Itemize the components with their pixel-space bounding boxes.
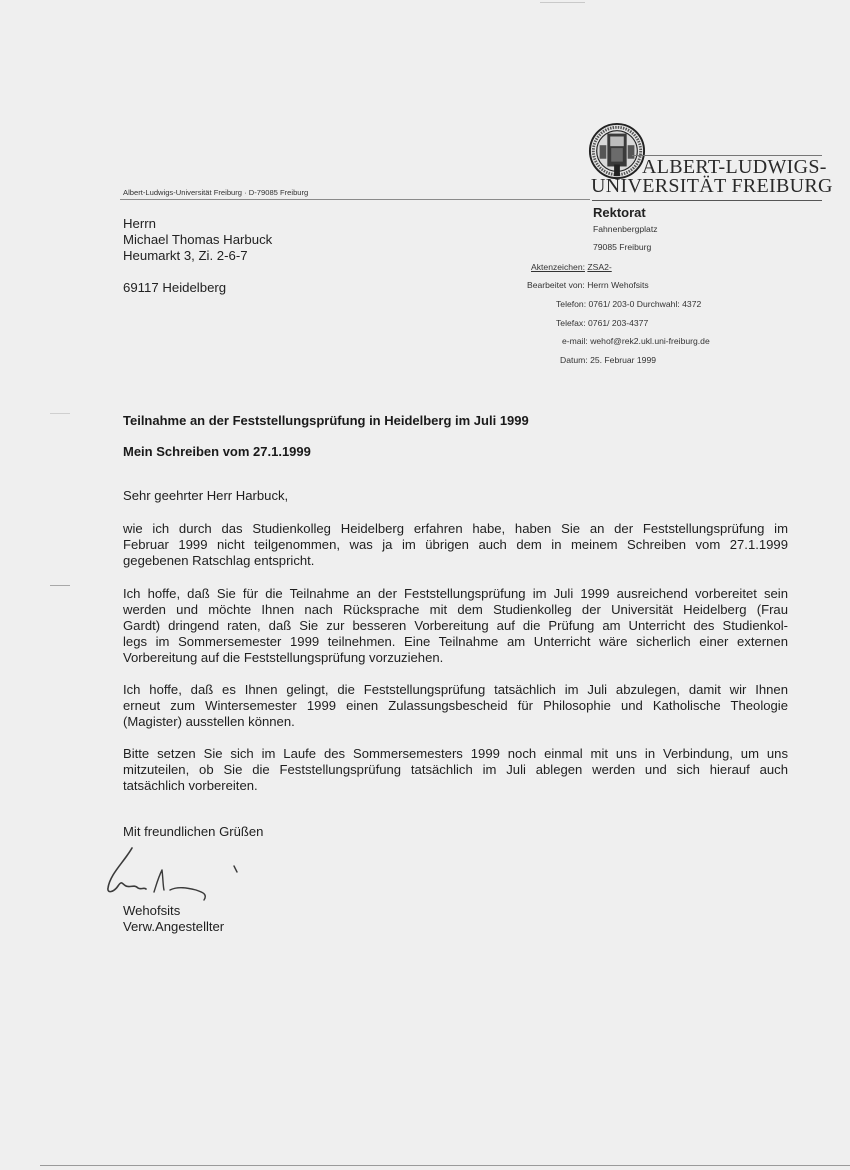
signer-title: Verw.Angestellter	[123, 919, 225, 934]
office-street	[593, 224, 658, 234]
sender-rule	[120, 199, 590, 200]
telefon-label: Telefon:	[556, 299, 587, 309]
email	[562, 336, 710, 346]
signer-name: Wehofsits	[123, 903, 181, 918]
email-label: e-mail:	[562, 336, 588, 346]
telefax-label: Telefax:	[556, 318, 586, 328]
paragraph-line: mitzuteilen, ob Sie die Feststellungsprüfung tatsächlich im Juli ablegen werden und sich hierauf auch	[123, 762, 788, 777]
office-city-text: 79085 Freiburg	[593, 242, 652, 252]
scan-mark-left-upper	[50, 413, 70, 414]
letter-reference: Mein Schreiben vom 27.1.1999	[123, 444, 311, 459]
paragraph-line: Ich hoffe, daß es Ihnen gelingt, die Feststellungsprüfung tatsächlich im Juli abzulegen, damit wir Ihnen	[123, 682, 788, 697]
paragraph-line: Ich hoffe, daß Sie für die Teilnahme an der Feststellungsprüfung im Juli 1999 ausreichend vorbereitet sein	[123, 586, 788, 601]
department-name: Rektorat	[593, 205, 646, 220]
letter-subject: Teilnahme an der Feststellungsprüfung in Heidelberg im Juli 1999	[123, 413, 529, 428]
recipient-salutation: Herrn	[123, 216, 156, 231]
bearbeitet-label: Bearbeitet von:	[527, 280, 585, 290]
paragraph-line: Bitte setzen Sie sich im Laufe des Sommersemesters 1999 noch einmal mit uns in Verbindung, um uns	[123, 746, 788, 761]
university-seal-icon	[588, 122, 646, 180]
paragraph-line: gegebenen Ratschlag entspricht.	[123, 553, 315, 568]
scan-mark-bottom	[40, 1165, 850, 1166]
paragraph-line: tatsächlich vorbereiten.	[123, 778, 258, 793]
paragraph-line: (Magister) ausstellen können.	[123, 714, 295, 729]
recipient-name: Michael Thomas Harbuck	[123, 232, 273, 247]
telefon	[556, 299, 701, 309]
letterhead-rule	[592, 200, 822, 201]
letter-paragraph-3	[123, 682, 788, 730]
university-name-line1: ALBERT-LUDWIGS-	[642, 156, 827, 178]
letter-closing: Mit freundlichen Grüßen	[123, 824, 264, 839]
aktenzeichen-label: Aktenzeichen:	[531, 262, 585, 272]
aktenzeichen	[531, 262, 612, 272]
telefax-value: 0761/ 203-4377	[588, 318, 649, 328]
recipient-city: 69117 Heidelberg	[123, 280, 227, 295]
sender-return-address: Albert-Ludwigs-Universität Freiburg · D-79085 Freiburg	[123, 188, 309, 197]
paragraph-line: Februar 1999 nicht teilgenommen, was ja im übrigen auch dem in meinem Schreiben vom 27.1.1999	[123, 537, 788, 552]
bearbeitet-von	[527, 280, 649, 290]
university-name-line2: UNIVERSITÄT FREIBURG	[591, 175, 833, 197]
bearbeitet-value: Herrn Wehofsits	[587, 280, 649, 290]
paragraph-line: wie ich durch das Studienkolleg Heidelberg erfahren habe, haben Sie an der Feststellungsprüfung im	[123, 521, 788, 536]
scan-mark-left-lower	[50, 585, 70, 586]
aktenzeichen-value: ZSA2-	[587, 262, 612, 272]
datum-label: Datum:	[560, 355, 588, 365]
letter-paragraph-1	[123, 521, 788, 569]
recipient-address	[123, 216, 272, 296]
letter-salutation: Sehr geehrter Herr Harbuck,	[123, 488, 289, 503]
office-street-text: Fahnenbergplatz	[593, 224, 658, 234]
telefax	[556, 318, 648, 328]
paragraph-line: Vorbereitung auf die Feststellungsprüfung vorzuziehen.	[123, 650, 444, 665]
paragraph-line: erneut zum Wintersemester 1999 einen Zulassungsbescheid für Philosophie und Katholische Theologie	[123, 698, 788, 713]
telefon-value: 0761/ 203-0 Durchwahl: 4372	[588, 299, 702, 309]
datum	[560, 355, 656, 365]
letter-paragraph-4	[123, 746, 788, 794]
email-value: wehof@rek2.ukl.uni-freiburg.de	[590, 336, 710, 346]
letter-paragraph-2	[123, 586, 788, 666]
scan-mark-top	[540, 2, 585, 3]
paragraph-line: Gardt) dringend raten, daß Sie zur besseren Vorbereitung auf die Prüfung am Unterricht des Studienkol-	[123, 618, 788, 633]
office-city	[593, 242, 651, 252]
paragraph-line: werden und möchte Ihnen nach Rücksprache mit dem Studienkolleg der Universität Heidelberg (Frau	[123, 602, 788, 617]
paragraph-line: legs im Sommersemester 1999 teilnehmen. Eine Teilnahme am Unterricht wäre sicherlich einer externen	[123, 634, 788, 649]
recipient-street: Heumarkt 3, Zi. 2-6-7	[123, 248, 248, 263]
datum-value: 25. Februar 1999	[590, 355, 657, 365]
